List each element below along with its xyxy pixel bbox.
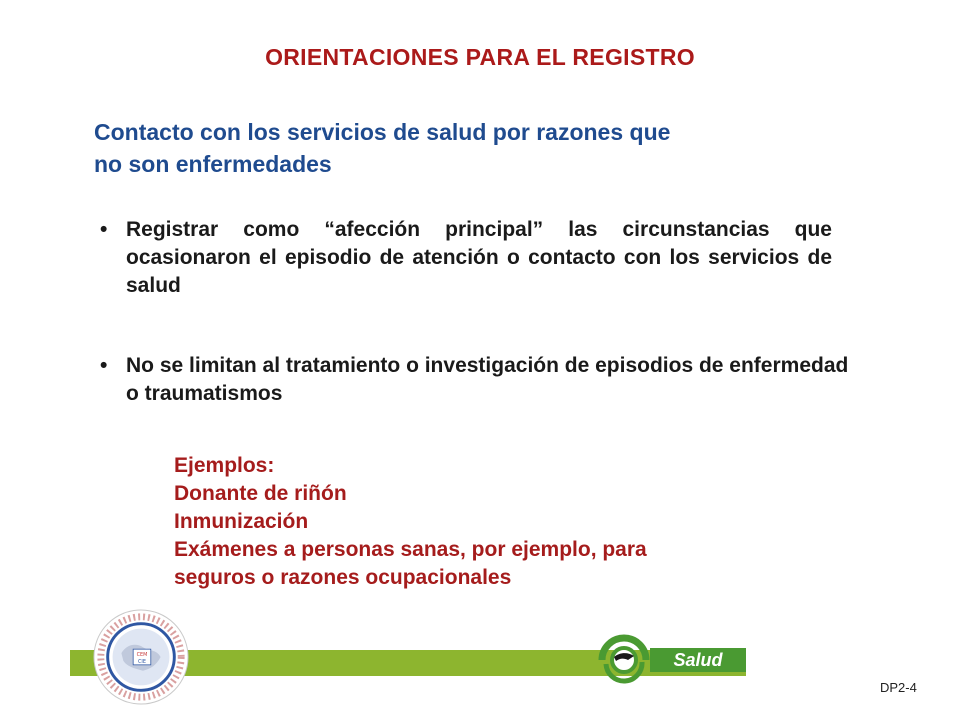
example-item: seguros o razones ocupacionales (174, 566, 512, 589)
salud-brand-logo (598, 634, 748, 686)
bullet-item (100, 216, 840, 306)
section-subtitle (94, 116, 854, 180)
bullet-dot: • (100, 354, 108, 377)
page-title: ORIENTACIONES PARA EL REGISTRO (265, 44, 695, 70)
bullet-dot: • (100, 218, 108, 241)
bullet-text: Registrar como “afección principal” las circunstancias que ocasionaron el episodio de atención o contacto con los servicios de salud (126, 218, 832, 297)
subtitle-line: no son enfermedades (94, 151, 332, 177)
examples-block (174, 452, 647, 592)
subtitle-line: Contacto con los servicios de salud por razones que (94, 119, 671, 145)
example-item: Exámenes a personas sanas, por ejemplo, para (174, 538, 647, 561)
seal-initials-bottom: CIE (138, 658, 146, 665)
page-code-label: DP2-4 (880, 680, 917, 695)
bullet-text: No se limitan al tratamiento o investigación de episodios de enfermedad o traumatismos (126, 354, 849, 405)
salud-brand-text: Salud (673, 650, 723, 670)
cemece-seal-logo (92, 608, 190, 706)
example-item: Inmunización (174, 510, 309, 533)
bullet-item (100, 352, 860, 412)
examples-heading: Ejemplos: (174, 454, 275, 477)
seal-initials-top: CEM (136, 652, 148, 659)
example-item: Donante de riñón (174, 482, 347, 505)
